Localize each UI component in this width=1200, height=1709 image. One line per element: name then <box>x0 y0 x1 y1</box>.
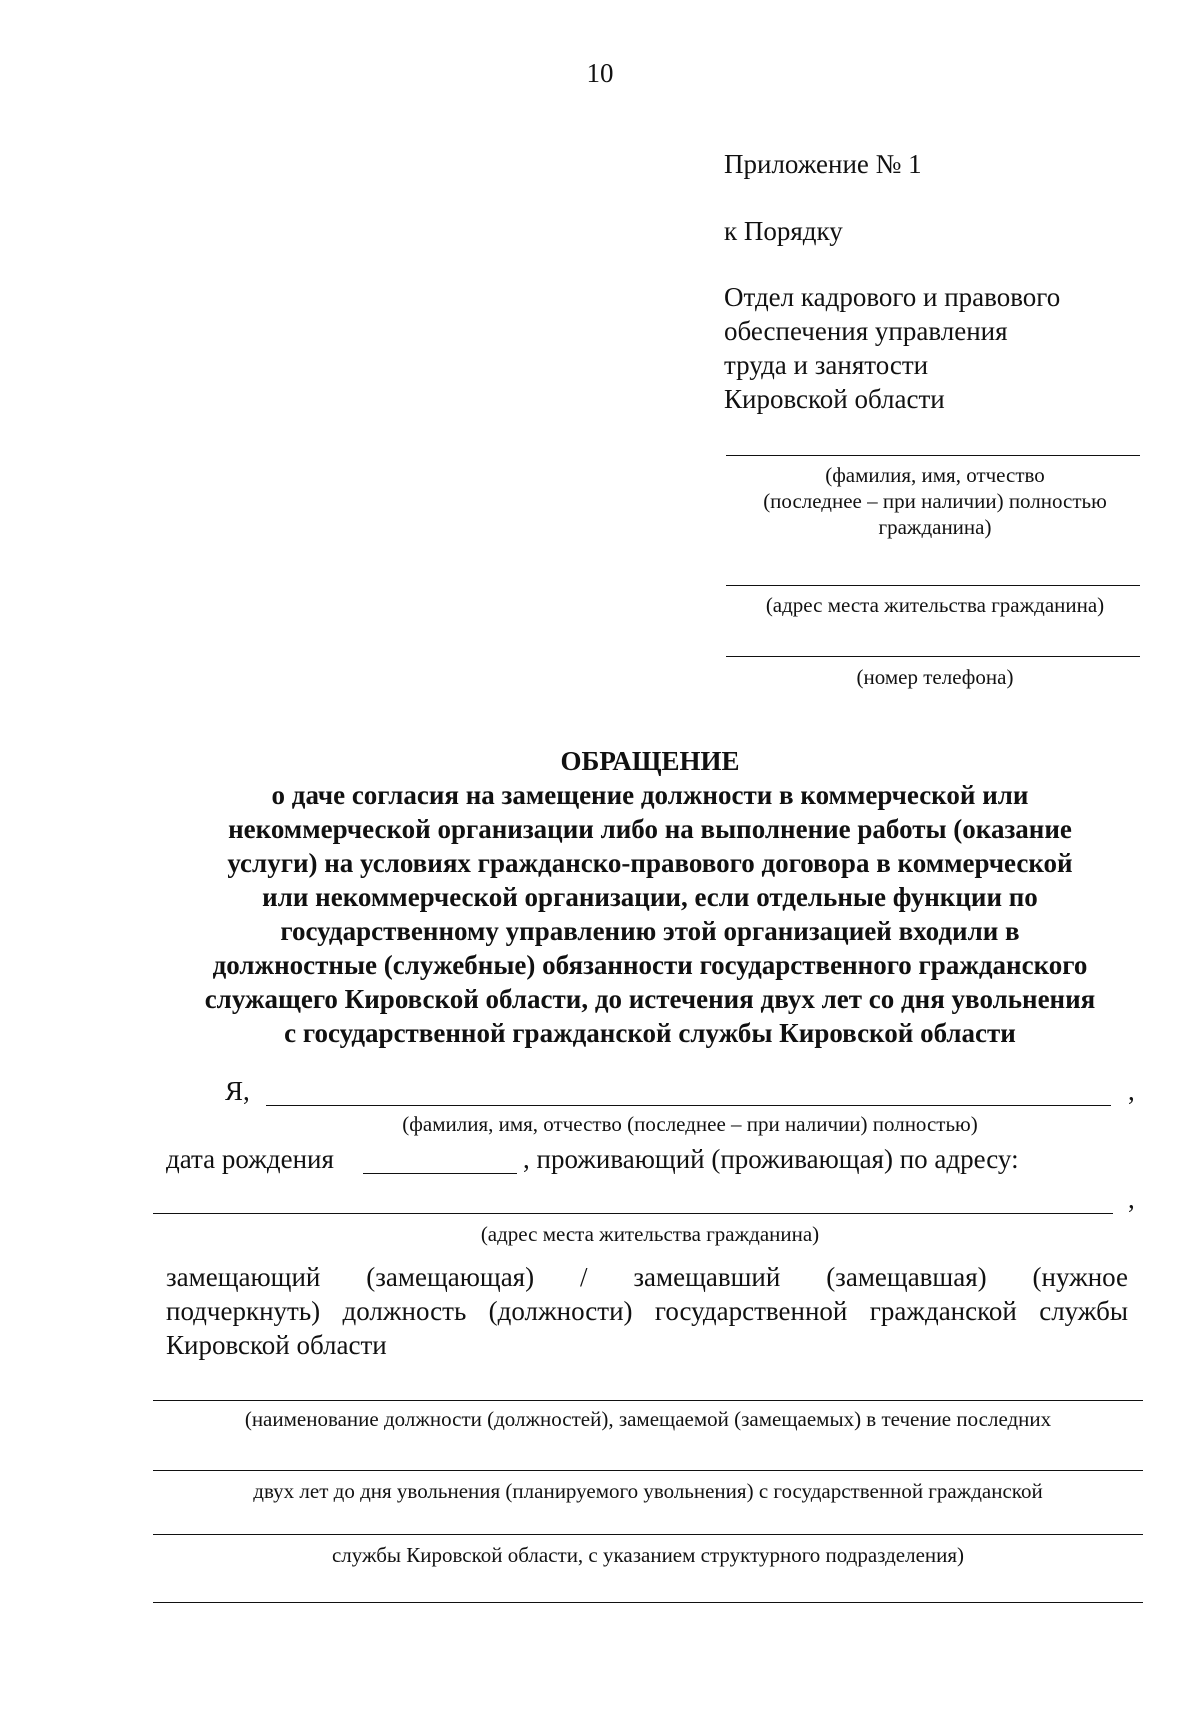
position-input-line-3[interactable] <box>153 1534 1143 1535</box>
applicant-address-caption: (адрес места жительства гражданина) <box>765 593 1105 617</box>
residing-text: , проживающий (проживающая) по адресу: <box>523 1144 1019 1174</box>
subject-line: услуги) на условиях гражданско-правового договора в коммерческой <box>227 848 1073 878</box>
subject-line: о даче согласия на замещение должности в коммерческой или <box>271 780 1029 810</box>
comma: , <box>1128 1076 1135 1106</box>
birth-date-input-line[interactable] <box>363 1173 517 1174</box>
address-caption: (адрес места жительства гражданина) <box>480 1222 820 1246</box>
addressee-line: Отдел кадрового и правового <box>724 282 1061 312</box>
addressee-block <box>724 280 1060 416</box>
applicant-fio-line[interactable] <box>726 455 1140 456</box>
caption-line: гражданина) <box>878 515 992 539</box>
position-caption-1: (наименование должности (должностей), замещаемой (замещаемых) в течение последних <box>244 1407 1052 1431</box>
order-reference: к Порядку <box>724 216 843 246</box>
position-input-line-2[interactable] <box>153 1470 1143 1471</box>
caption-line: (фамилия, имя, отчество <box>825 463 1045 487</box>
fio-input-line[interactable] <box>266 1105 1111 1106</box>
document-subject <box>160 778 1140 1050</box>
subject-line: некоммерческой организации либо на выполнение работы (оказание <box>228 814 1072 844</box>
position-line: подчеркнуть) должность (должности) государственной гражданской службы <box>166 1296 1128 1326</box>
caption-line: (последнее – при наличии) полностью <box>763 489 1107 513</box>
page-number: 10 <box>586 58 614 88</box>
birth-date-label: дата рождения <box>166 1144 334 1174</box>
subject-line: с государственной гражданской службы Кировской области <box>284 1018 1016 1048</box>
fio-caption: (фамилия, имя, отчество (последнее – при наличии) полностью) <box>402 1112 978 1136</box>
i-label: Я, <box>225 1076 250 1106</box>
appendix-label: Приложение № 1 <box>724 149 922 179</box>
applicant-address-line[interactable] <box>726 585 1140 586</box>
subject-line: должностные (служебные) обязанности государственного гражданского <box>212 950 1088 980</box>
subject-line: служащего Кировской области, до истечения двух лет со дня увольнения <box>204 984 1096 1014</box>
comma: , <box>1128 1184 1135 1214</box>
position-caption-2: двух лет до дня увольнения (планируемого увольнения) с государственной гражданской <box>253 1479 1043 1503</box>
addressee-line: Кировской области <box>724 384 945 414</box>
subject-line: государственному управлению этой организацией входили в <box>280 916 1020 946</box>
addressee-line: труда и занятости <box>724 350 929 380</box>
position-input-line-1[interactable] <box>153 1400 1143 1401</box>
document-heading: ОБРАЩЕНИЕ <box>560 746 740 776</box>
position-line: Кировской области <box>166 1330 387 1360</box>
position-input-line-4[interactable] <box>153 1602 1143 1603</box>
position-paragraph <box>166 1260 1128 1362</box>
addressee-line: обеспечения управления <box>724 316 1008 346</box>
applicant-fio-caption <box>720 462 1150 540</box>
subject-line: или некоммерческой организации, если отдельные функции по <box>262 882 1038 912</box>
applicant-phone-line[interactable] <box>726 656 1140 657</box>
address-input-line[interactable] <box>153 1213 1113 1214</box>
position-line: замещающий (замещающая) / замещавший (замещавшая) (нужное <box>166 1262 1128 1292</box>
applicant-phone-caption: (номер телефона) <box>856 665 1014 689</box>
position-caption-3: службы Кировской области, с указанием структурного подразделения) <box>331 1543 965 1567</box>
